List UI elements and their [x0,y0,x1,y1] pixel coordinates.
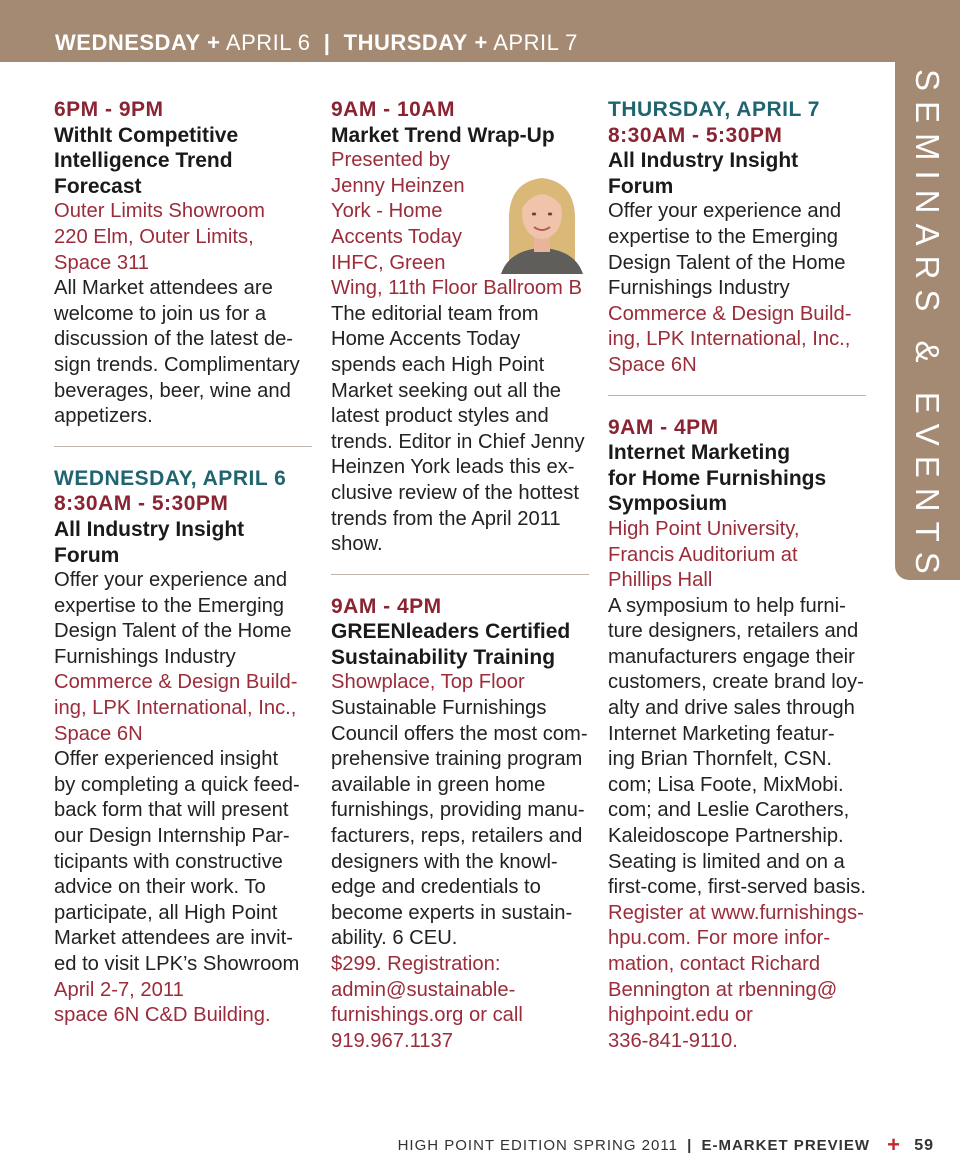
event-registration: $299. Registration: admin@sustainable- furnishings.org or call 919.967.1137 [331,953,523,1052]
event-time: 9AM - 4PM [608,415,719,439]
event-location: Outer Limits Showroom 220 Elm, Outer Limits, Space 311 [54,200,265,274]
header-separator: | [323,30,331,55]
presenter-photo [495,164,589,274]
footer-publication: E-MARKET PREVIEW [701,1137,870,1154]
section-title: SEMINARS & EVENTS [909,69,946,584]
event-location: Commerce & Design Build- ing, LPK International, Inc., Space 6N [608,302,852,376]
event-location: Commerce & Design Build- ing, LPK International, Inc., Space 6N [54,671,298,745]
divider [54,446,312,447]
side-tab [895,0,960,584]
header-day-2: THURSDAY [343,30,468,55]
event-description: Offer your experience and expertise to the Emerging Design Talent of the Home Furnishings Industry [608,200,846,300]
plus-icon: + [887,1132,902,1157]
event-description: All Market attendees are welcome to join us for a discussion of the latest de- sign trends. Complimentary beverages, beer, wine and appetizers. [54,277,300,428]
header-day-1: WEDNESDAY [55,30,201,55]
event-location: High Point University, Francis Auditorium at Phillips Hall [608,517,800,592]
event-description: Offer experienced insight by completing a quick feed- back form that will present our Design Internship Par- ticipants with constructive advice on their work. To participate, all High Point Market attendees are invit- ed to visit LPK’s Showroom [54,748,300,975]
event-registration: Register at www.furnishings- hpu.com. For more infor- mation, contact Richard Bennington at rbenning@ highpoint.edu or 336-841-9110. [608,901,864,1052]
event-time: 9AM - 4PM [331,594,442,618]
page-number: 59 [914,1137,934,1154]
event-time: 8:30AM - 5:30PM [608,123,783,147]
event-time: 9AM - 10AM [331,98,456,121]
footer-edition: HIGH POINT EDITION SPRING 2011 [397,1137,678,1154]
footer-separator: | [687,1137,693,1154]
event-day: WEDNESDAY, APRIL 6 [54,466,287,490]
column-3 [608,97,870,1054]
event-title: All Industry Insight Forum [608,149,799,198]
event-location: April 2-7, 2011 space 6N C&D Building. [54,978,271,1027]
header-dates [55,30,578,56]
header-band [0,0,895,62]
column-2 [331,97,593,1054]
event-location: Presented by Jenny Heinzen York - Home Accents Today IHFC, Green Wing, 11th Floor Ballroom B [331,149,582,300]
divider [331,574,589,575]
event-title: All Industry Insight Forum [54,517,245,567]
event-location: Showplace, Top Floor [331,671,525,694]
event-description: A symposium to help furni- ture designers, retailers and manufacturers engage their customers, create brand loy- alty and drive sales through Internet Marketing featur- ing Brian Thornfelt, CSN. com; Lisa Foote, MixMobi. com; and Leslie Carothers, Kaleidoscope Partnership. Seating is limited and on a first-come, first-served basis. [608,594,867,899]
presenter-portrait-icon [495,164,589,274]
event-time: 8:30AM - 5:30PM [54,492,229,516]
event-description: The editorial team from Home Accents Today spends each High Point Market seeking out all the latest product styles and trends. Editor in Chief Jenny Heinzen York leads this ex- clusive review of the hottest trends from the April 2011 show. [331,302,585,556]
column-1 [54,97,316,1029]
event-time: 6PM - 9PM [54,98,164,121]
event-title: Market Trend Wrap-Up [331,123,555,147]
event-title: WithIt Competitive Intelligence Trend Forecast [54,123,239,198]
page-footer [398,1132,934,1158]
event-title: Internet Marketing for Home Furnishings Symposium [608,441,827,516]
event-description: Sustainable Furnishings Council offers the most com- prehensive training program available in green home furnishings, providing manu- facturers, reps, retailers and designers with the knowl- edge and credentials to become experts in sustain- ability. 6 CEU. [331,697,588,950]
header-date-1: APRIL 6 [225,30,311,55]
divider [608,395,866,396]
header-plus-1: + [207,30,221,55]
event-description: Offer your experience and expertise to the Emerging Design Talent of the Home Furnishings Industry [54,569,292,668]
event-day: THURSDAY, APRIL 7 [608,98,820,121]
header-date-2: APRIL 7 [493,30,578,55]
event-title: GREENleaders Certified Sustainability Training [331,620,571,669]
header-plus-2: + [474,30,488,55]
